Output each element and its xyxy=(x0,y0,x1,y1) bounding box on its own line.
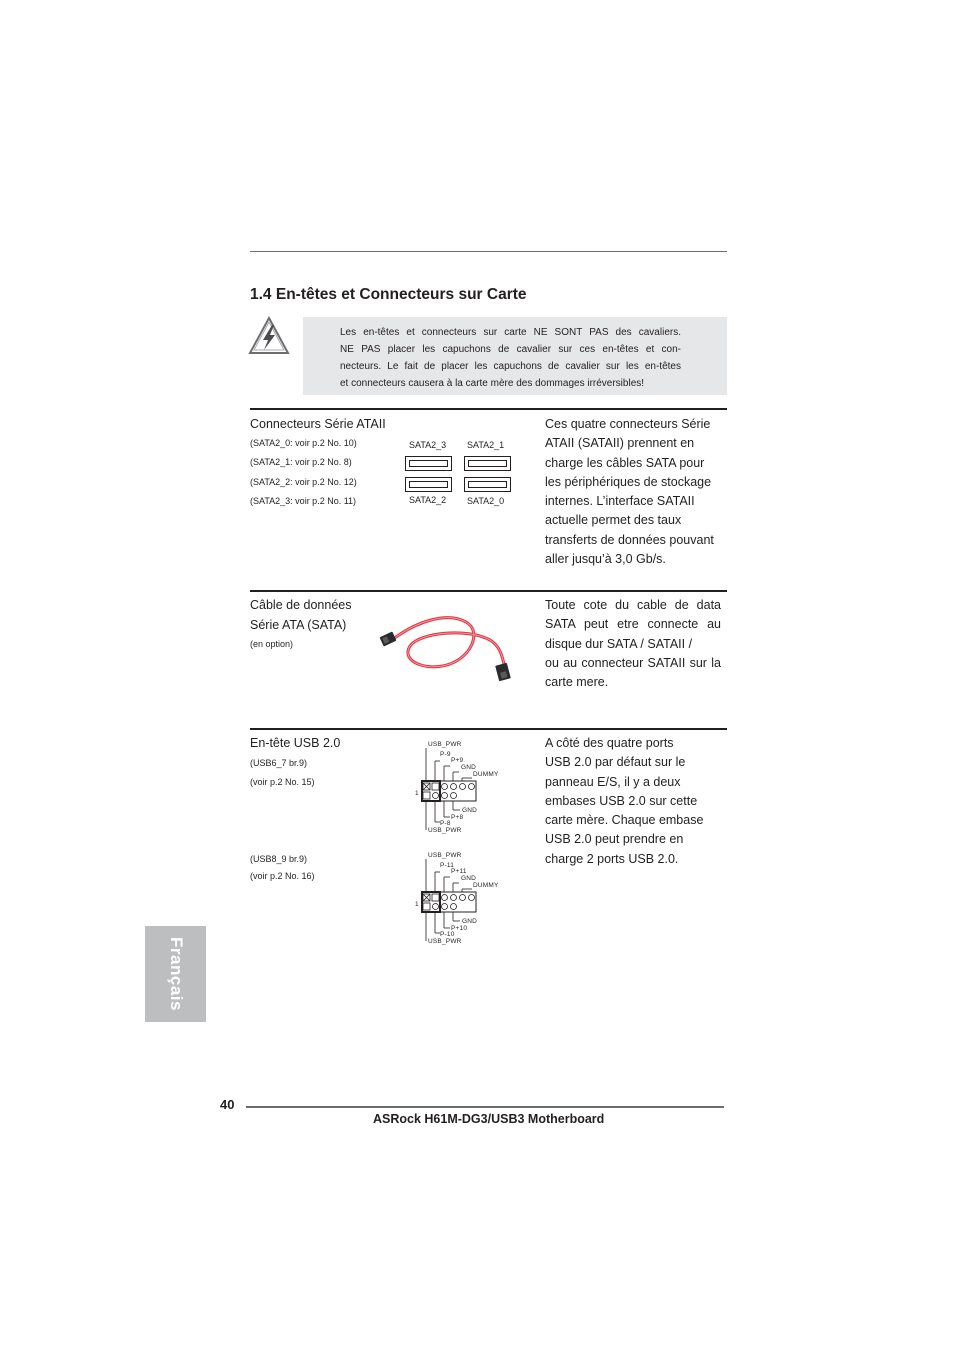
sata-cable-illustration xyxy=(378,612,518,686)
page-number: 40 xyxy=(220,1097,235,1112)
usb-title: En-tête USB 2.0 xyxy=(250,736,341,750)
usb-header2-ref: (USB8_9 br.9) xyxy=(250,854,308,864)
sata-section-divider xyxy=(250,408,727,410)
sata-ref: (SATA2_0: voir p.2 No. 10) xyxy=(250,438,357,448)
sata-description: Ces quatre connecteurs Série ATAII (SATAII) prennent en charge les câbles SATA pour les périphériques de stockage internes. L’interface SATAII actuelle permet des taux transferts de données pouvant aller jusqu’à 3,0 Gb/s. xyxy=(545,417,714,567)
sata-title: Connecteurs Série ATAII xyxy=(250,417,386,431)
usb-header1-ref: (voir p.2 No. 15) xyxy=(250,777,315,787)
sata-ref: (SATA2_1: voir p.2 No. 8) xyxy=(250,457,352,467)
usb-header1-ref: (USB6_7 br.9) xyxy=(250,758,308,768)
sata-connector-diagram xyxy=(464,456,511,471)
sata-connector-diagram xyxy=(405,456,452,471)
sata-connector-label: SATA2_2 xyxy=(409,495,447,505)
sata-ref: (SATA2_2: voir p.2 No. 12) xyxy=(250,477,357,487)
usb-header-diagram-1: USB_PWR P-9 P+9 GND DUMMY 1 GND P+8 P-8 USB_PWR xyxy=(415,741,499,834)
cable-title-line2: Série ATA (SATA) xyxy=(250,618,347,632)
sata-connector-label: SATA2_3 xyxy=(409,440,447,450)
footer-product-name: ASRock H61M-DG3/USB3 Motherboard xyxy=(373,1112,605,1126)
warning-lightning-icon xyxy=(248,316,290,356)
cable-description: Toute cote du cable de data SATA peut etre connecte au disque dur SATA / SATAII / ou au connecteur SATAII sur la carte mere. xyxy=(545,598,721,690)
sata-connector-diagram xyxy=(405,477,452,492)
sata-connector-label: SATA2_0 xyxy=(467,496,505,506)
note-line: et connecteurs causera à la carte mère des dommages irréversibles! xyxy=(340,378,645,389)
sata-connector-label: SATA2_1 xyxy=(467,440,505,450)
top-divider xyxy=(250,251,727,252)
section-title: 1.4 En-têtes et Connecteurs sur Carte xyxy=(250,286,527,303)
usb-header2-ref: (voir p.2 No. 16) xyxy=(250,871,315,881)
usb-description: A côté des quatre ports USB 2.0 par défaut sur le panneau E/S, il y a deux embases USB 2.0 sur cette carte mère. Chaque embase USB 2.0 peut prendre en charge 2 ports USB 2.0. xyxy=(545,736,704,866)
cable-optional-note: (en option) xyxy=(250,639,294,649)
footer-divider xyxy=(246,1106,724,1108)
sata-ref: (SATA2_3: voir p.2 No. 11) xyxy=(250,496,357,506)
language-side-tab-label: Français xyxy=(166,937,186,1011)
usb-section-divider xyxy=(250,728,727,730)
note-line: necteurs. Le fait de placer les capuchons de cavalier sur les en-têtes xyxy=(340,361,681,372)
usb-header-diagram-2: USB_PWR P-11 P+11 GND DUMMY 1 GND P+10 P-10 USB_PWR xyxy=(415,852,499,945)
cable-section-divider xyxy=(250,590,727,592)
note-line: Les en-têtes et connecteurs sur carte NE SONT PAS des cavaliers. xyxy=(340,327,681,338)
note-line: NE PAS placer les capuchons de cavalier sur ces en-têtes et con- xyxy=(340,344,681,355)
cable-title-line1: Câble de données xyxy=(250,598,352,612)
sata-connector-diagram xyxy=(464,477,511,492)
